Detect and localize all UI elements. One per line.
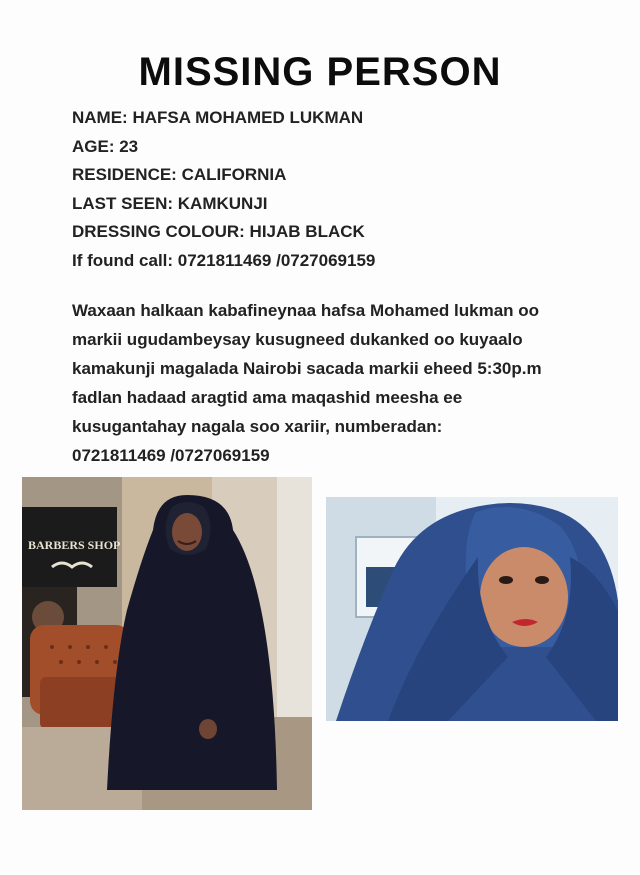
message-paragraph xyxy=(72,296,572,470)
selfie-photo xyxy=(326,497,618,721)
person-details xyxy=(72,104,592,276)
detail-name: NAME: HAFSA MOHAMED LUKMAN xyxy=(72,108,364,127)
detail-residence: RESIDENCE: CALIFORNIA xyxy=(72,165,287,185)
shop-sign-text: BARBERS SHOP xyxy=(28,538,121,552)
poster-title: MISSING PERSON xyxy=(138,50,502,94)
message-line: markii ugudambeysay kusugneed dukanked oo kuyaalo xyxy=(72,330,523,349)
detail-dressing-colour: DRESSING COLOUR: HIJAB BLACK xyxy=(72,222,365,242)
full-length-photo xyxy=(22,477,312,810)
detail-age: AGE: 23 xyxy=(72,136,139,156)
message-line: kusugantahay nagala soo xariir, numberadan: xyxy=(72,417,443,436)
message-line: fadlan hadaad aragtid ama maqashid meesha ee xyxy=(72,388,463,407)
message-line: 0721811469 /0727069159 xyxy=(72,446,270,465)
detail-contact: If found call: 0721811469 /0727069159 xyxy=(72,250,376,270)
message-line: Waxaan halkaan kabafineynaa hafsa Mohamed lukman oo xyxy=(72,301,540,320)
detail-last-seen: LAST SEEN: KAMKUNJI xyxy=(72,193,268,213)
message-line: kamakunji magalada Nairobi sacada markii eheed 5:30p.m xyxy=(72,359,542,378)
